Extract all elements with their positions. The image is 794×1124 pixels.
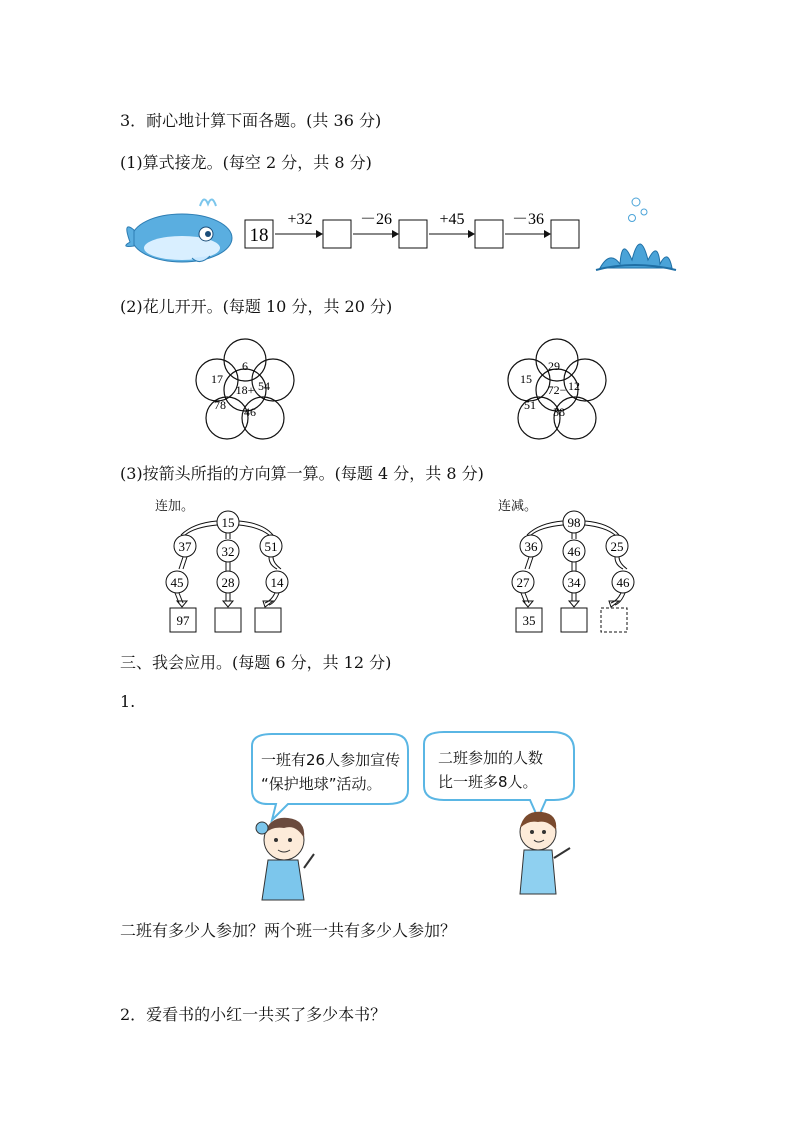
- chain-op-3: +45: [439, 211, 465, 228]
- right-mid-2: 46: [567, 544, 581, 559]
- left-top: 15: [221, 515, 235, 530]
- water-splash-icon: [596, 198, 676, 270]
- right-low-3: 46: [616, 575, 630, 590]
- left-mid-3: 51: [264, 539, 278, 554]
- part3-title: (3)按箭头所指的方向算一算。(每题 4 分，共 8 分): [120, 464, 484, 483]
- app-heading: 三、我会应用。(每题 6 分，共 12 分): [120, 653, 392, 672]
- flower2-center: 72−: [547, 383, 567, 397]
- flower-1: [180, 330, 310, 450]
- q1-question: 二班有多少人参加？两个班一共有多少人参加？: [120, 921, 457, 940]
- chain-op-1: +32: [287, 211, 313, 228]
- chain-step-4: [505, 211, 579, 248]
- flower1-petal-5: 17: [211, 372, 223, 386]
- left-low-3: 14: [270, 575, 284, 590]
- chain-op-2: －26: [359, 211, 393, 228]
- chain-answer-box-2[interactable]: [399, 220, 427, 248]
- left-low-2: 28: [221, 575, 235, 590]
- flower2-petal-5: 15: [520, 372, 532, 386]
- part2-title: (2)花儿开开。(每题 10 分，共 20 分): [120, 297, 393, 316]
- flower1-petal-4: 78: [214, 398, 226, 412]
- boy-icon: [520, 812, 570, 894]
- boy-bubble-line2: 比一班多8人。: [438, 773, 538, 791]
- chain-start-value: 18: [249, 225, 269, 246]
- chain-op-4: －36: [511, 211, 545, 228]
- right-low-1: 27: [516, 575, 530, 590]
- flower1-petal-3: 46: [244, 405, 256, 419]
- chain-step-3: [429, 211, 503, 248]
- part1-chain: [120, 190, 680, 280]
- flower1-petal-1: 6: [242, 359, 248, 373]
- chain-answer-box-1[interactable]: [323, 220, 351, 248]
- girl-bubble-line1: 一班有26人参加宣传: [261, 751, 401, 769]
- left-mid-2: 32: [221, 544, 235, 559]
- tree-right: [508, 505, 648, 635]
- right-mid-3: 25: [610, 539, 624, 554]
- girl-bubble-line2: “保护地球”活动。: [261, 775, 382, 793]
- girl-icon: [256, 818, 314, 900]
- tree-right-label: 连减。: [498, 499, 538, 514]
- flower-2: [492, 330, 622, 450]
- flower2-petal-3: 38: [553, 405, 565, 419]
- right-answer-1[interactable]: 35: [522, 613, 536, 628]
- left-answer-1[interactable]: 97: [176, 613, 190, 628]
- flower2-petal-2: 12: [568, 379, 580, 393]
- right-low-2: 34: [567, 575, 581, 590]
- whale-icon: [126, 199, 232, 262]
- q1-number: 1.: [120, 692, 136, 711]
- tree-left: [165, 505, 305, 635]
- section3-heading: 3．耐心地计算下面各题。(共 36 分): [120, 111, 382, 130]
- right-top: 98: [567, 515, 581, 530]
- chain-answer-box-3[interactable]: [475, 220, 503, 248]
- chain-step-1: [275, 211, 351, 248]
- left-low-1: 45: [170, 575, 184, 590]
- flower2-petal-1: 29: [548, 359, 560, 373]
- boy-bubble-line1: 二班参加的人数: [438, 749, 544, 767]
- left-mid-1: 37: [178, 539, 192, 554]
- tree-left-label: 连加。: [155, 499, 195, 514]
- part1-title: (1)算式接龙。(每空 2 分，共 8 分): [120, 153, 372, 172]
- chain-answer-box-4[interactable]: [551, 220, 579, 248]
- flower1-petal-2: 54: [258, 379, 270, 393]
- flower2-petal-4: 51: [524, 398, 536, 412]
- flower1-center: 18+: [235, 383, 255, 397]
- chain-step-2: [353, 211, 427, 248]
- right-mid-1: 36: [524, 539, 538, 554]
- q2-question: 2．爱看书的小红一共买了多少本书？: [120, 1005, 387, 1024]
